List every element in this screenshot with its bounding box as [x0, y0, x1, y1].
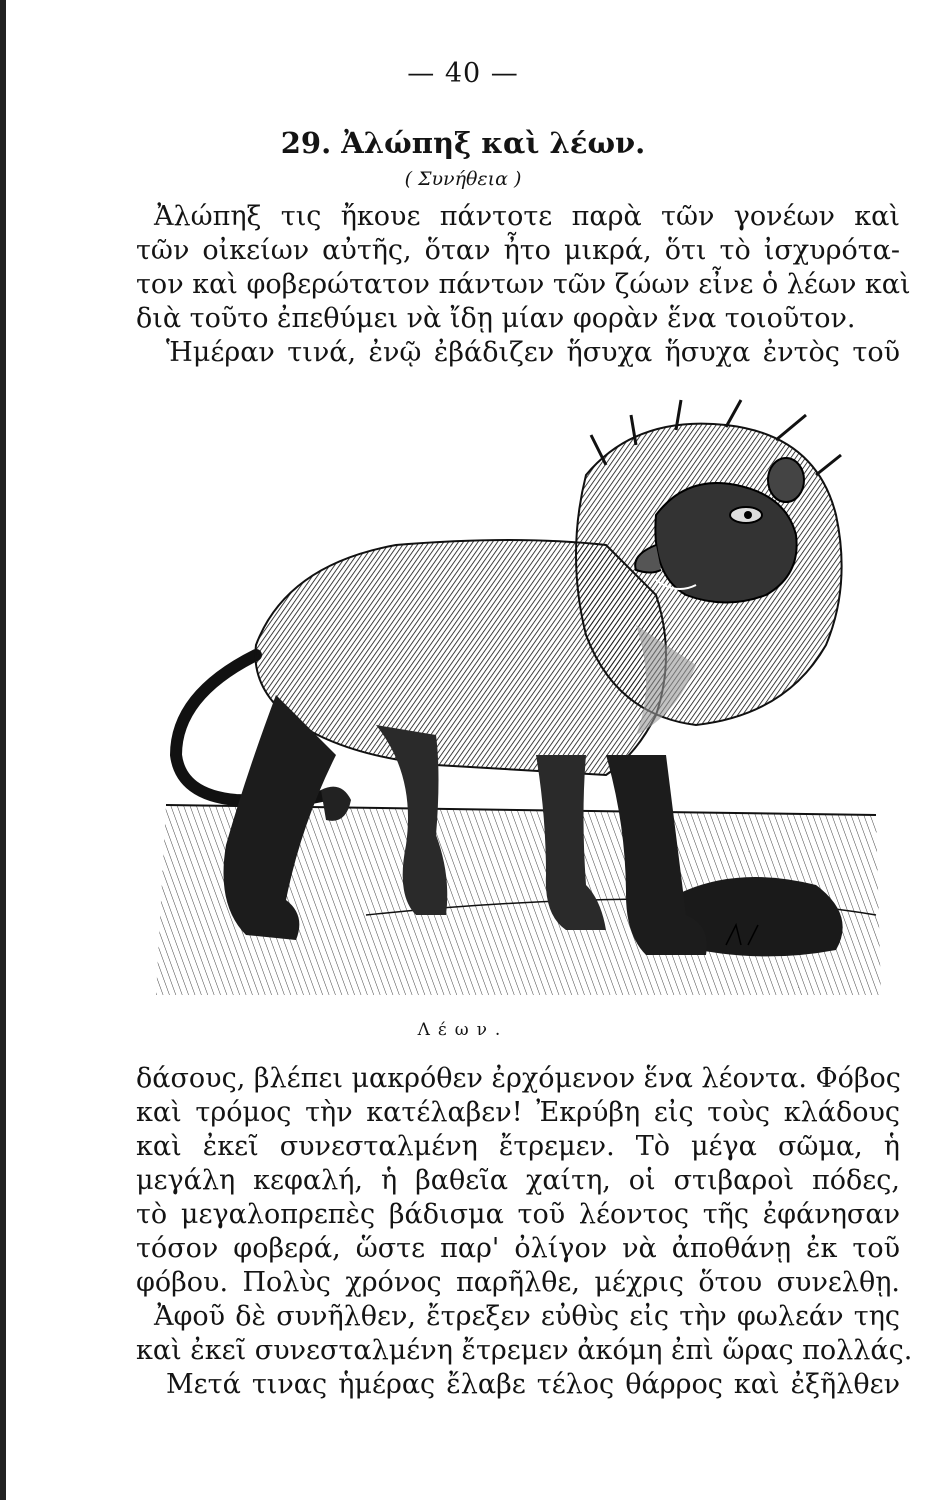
- text-line: καὶ τρόμος τὴν κατέλαβεν! Ἐκρύβη εἰς τοὺς κλάδους: [136, 1097, 900, 1128]
- figure-caption: Λέων.: [417, 1020, 509, 1040]
- text-line: μεγάλη κεφαλή, ἡ βαθεῖα χαίτη, οἱ στιβαροὶ πόδες,: [136, 1165, 900, 1196]
- text-line: καὶ ἐκεῖ συνεσταλμένη ἔτρεμεν ἀκόμη ἐπὶ ὥρας πολλάς.: [136, 1335, 913, 1366]
- page-number: — 40 —: [407, 58, 519, 89]
- text-line: τὸ μεγαλοπρεπὲς βάδισμα τοῦ λέοντος τῆς ἐφάνησαν: [136, 1199, 900, 1230]
- text-line: δάσους, βλέπει μακρόθεν ἐρχόμενον ἕνα λέοντα. Φόβος: [136, 1063, 901, 1094]
- text-line: τον καὶ φοβερώτατον πάντων τῶν ζώων εἶνε ὁ λέων καὶ: [136, 269, 911, 300]
- text-line: τῶν οἰκείων αὐτῆς, ὅταν ἦτο μικρά, ὅτι τὸ ἰσχυρότα-: [136, 235, 900, 266]
- page-edge-shadow: [0, 0, 6, 1500]
- fable-subtitle: ( Συνήθεια ): [404, 168, 522, 190]
- lion-engraving-illustration: [136, 395, 900, 1015]
- text-line: καὶ ἐκεῖ συνεσταλμένη ἔτρεμεν. Τὸ μέγα σῶμα, ἡ: [136, 1131, 900, 1162]
- text-line: Ἡμέραν τινά, ἐνῷ ἐβάδιζεν ἥσυχα ἥσυχα ἐντὸς τοῦ: [166, 337, 900, 368]
- fable-title: 29. Ἀλώπηξ καὶ λέων.: [280, 126, 646, 160]
- text-line: Ἀλώπηξ τις ἤκουε πάντοτε παρὰ τῶν γονέων καὶ: [154, 201, 900, 232]
- paragraph-2-continued: [136, 1062, 913, 1402]
- text-line: Ἀφοῦ δὲ συνῆλθεν, ἔτρεξεν εὐθὺς εἰς τὴν φωλεάν της: [154, 1301, 900, 1332]
- text-line: Μετά τινας ἡμέρας ἔλαβε τέλος θάρρος καὶ ἐξῆλθεν: [166, 1369, 900, 1400]
- text-line: τόσον φοβερά, ὥστε παρ' ὀλίγον νὰ ἀποθάνῃ ἐκ τοῦ: [136, 1233, 900, 1264]
- text-line: φόβου. Πολὺς χρόνος παρῆλθε, μέχρις ὅτου συνελθῃ.: [136, 1267, 900, 1298]
- text-line: διὰ τοῦτο ἐπεθύμει νὰ ἴδῃ μίαν φορὰν ἕνα τοιοῦτον.: [136, 303, 856, 334]
- paragraph-1: [136, 200, 911, 370]
